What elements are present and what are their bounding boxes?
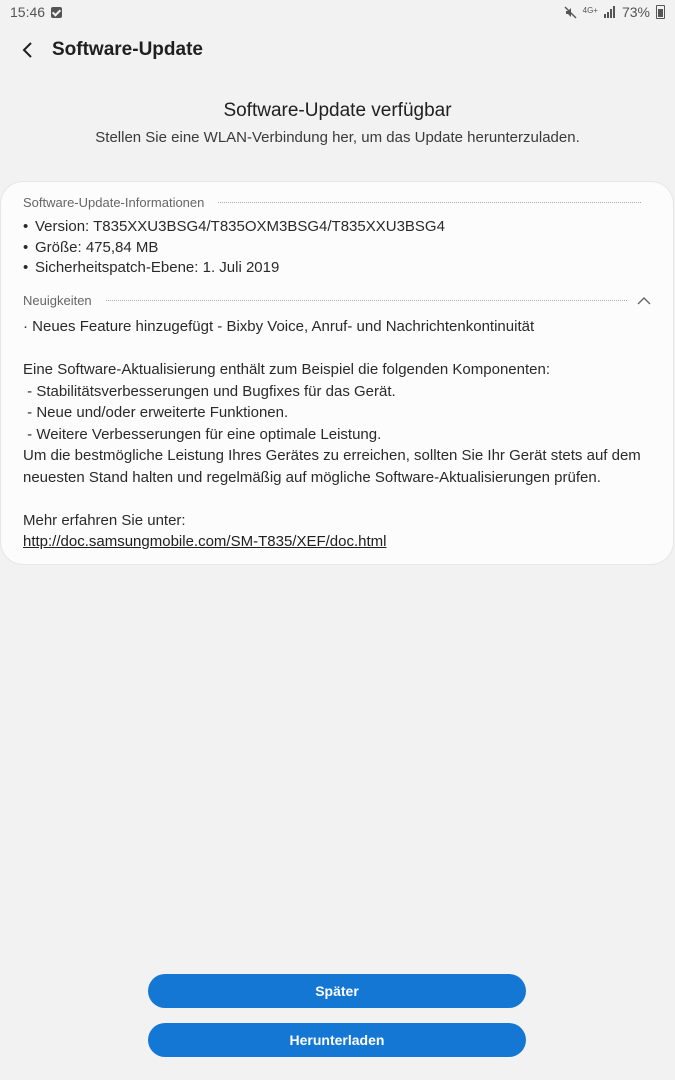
info-version: Version: T835XXU3BSG4/T835OXM3BSG4/T835XXU3BSG4 [35, 218, 445, 235]
news-intro: Eine Software-Aktualisierung enthält zum Beispiel die folgenden Komponenten: [23, 361, 550, 378]
download-button[interactable]: Herunterladen [148, 1023, 526, 1057]
update-available-headline: Software-Update verfügbar [223, 100, 452, 121]
list-item [23, 238, 651, 259]
news-feature-line: · Neues Feature hinzugefügt - Bixby Voice, Anruf- und Nachrichtenkontinuität [23, 318, 535, 335]
news-component-3: - Weitere Verbesserungen für eine optimale Leistung. [23, 425, 382, 443]
section-divider [218, 202, 641, 203]
bullet-icon: • [23, 218, 29, 235]
info-list [23, 217, 651, 279]
info-size: Größe: 475,84 MB [35, 238, 159, 256]
battery-percent: 73% [621, 4, 650, 20]
info-section-header [23, 195, 651, 210]
news-section-title: Neuigkeiten [23, 293, 92, 308]
doc-link[interactable]: http://doc.samsungmobile.com/SM-T835/XEF/doc.html [23, 533, 387, 550]
spacer [23, 488, 655, 510]
news-body [23, 316, 655, 553]
signal-icon [604, 6, 616, 18]
mute-icon [564, 6, 577, 19]
news-component-2: - Neue und/oder erweiterte Funktionen. [23, 404, 289, 421]
bullet-icon: • [23, 259, 29, 276]
info-security-patch: Sicherheitspatch-Ebene: 1. Juli 2019 [35, 259, 280, 276]
battery-icon [656, 5, 665, 19]
list-item [23, 258, 651, 279]
chevron-up-icon[interactable] [637, 294, 651, 308]
spacer [23, 338, 655, 360]
page-title: Software-Update [52, 39, 203, 60]
news-more-label: Mehr erfahren Sie unter: [23, 511, 186, 529]
update-info-card [1, 182, 673, 564]
back-arrow-icon [21, 41, 35, 59]
news-advice: Um die bestmögliche Leistung Ihres Gerätes zu erreichen, sollten Sie Ihr Gerät stets auf dem neuesten Stand halten und regelmäßig auf mögliche Software-Aktualisierungen prüfen. [23, 447, 641, 486]
app-bar [0, 30, 675, 70]
news-section-header[interactable] [23, 293, 651, 308]
status-time: 15:46 [10, 4, 46, 20]
network-type-label: 4G+ [582, 6, 598, 15]
later-button[interactable]: Später [148, 974, 526, 1008]
info-section-title: Software-Update-Informationen [23, 195, 205, 210]
status-left [10, 4, 62, 20]
notification-check-icon [51, 7, 62, 18]
status-bar [0, 0, 675, 24]
section-divider [106, 300, 627, 301]
wifi-instruction-text: Stellen Sie eine WLAN-Verbindung her, um das Update herunterzuladen. [95, 129, 580, 146]
news-component-1: - Stabilitätsverbesserungen und Bugfixes für das Gerät. [23, 382, 396, 400]
bullet-icon: • [23, 238, 29, 256]
status-right [564, 4, 665, 20]
back-button[interactable] [8, 30, 48, 70]
list-item [23, 217, 651, 238]
